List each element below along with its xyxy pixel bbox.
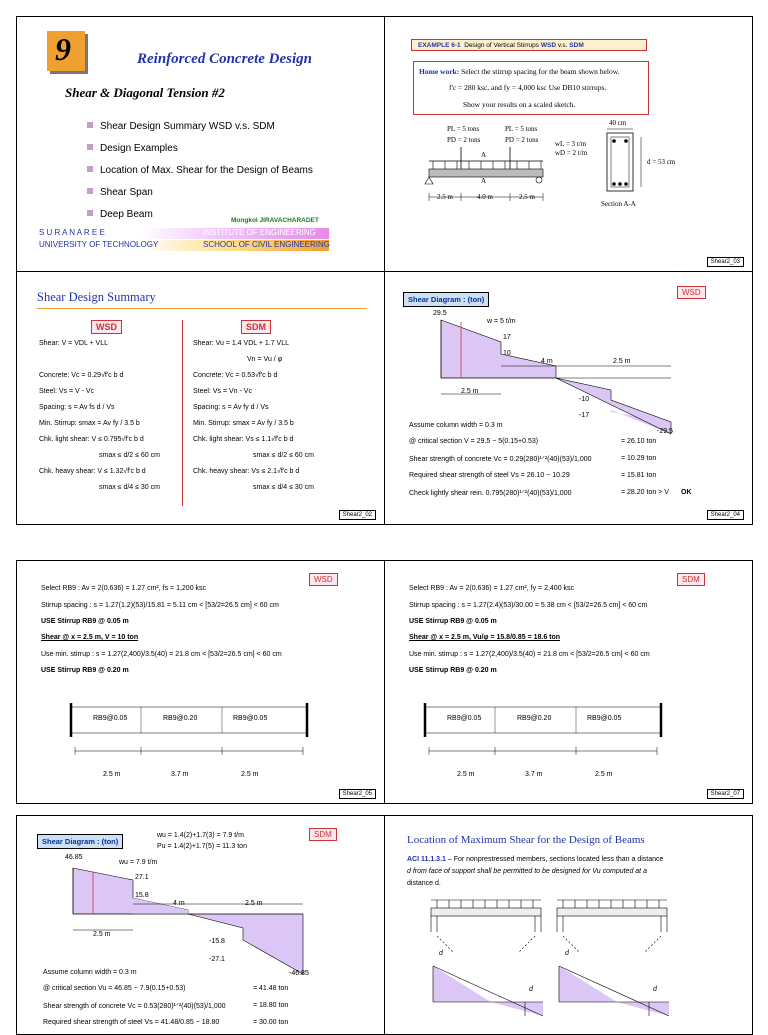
value-6: -29.5 (657, 428, 673, 435)
sdm-spacing: Spacing: s = Av fy d / Vs (193, 404, 269, 411)
calc-line-4: Required shear strength of steel Vs = 41.48/0.85 − 18.80 (43, 1019, 220, 1026)
homework-line-3: Show your results on a scaled sketch. (463, 100, 576, 109)
stirrup-layout (385, 561, 753, 804)
university-name: UNIVERSITY OF TECHNOLOGY (39, 240, 159, 249)
dim-2: 4.0 m (477, 193, 493, 201)
calc-line-1: Assume column width = 0.3 m (43, 969, 137, 976)
example-label: EXAMPLE 6-1 (418, 42, 461, 49)
slide-max-shear-location (384, 815, 753, 1035)
value-1: 29.5 (433, 310, 447, 317)
method-tag: SDM (677, 573, 705, 586)
example-sdm: SDM (569, 42, 584, 49)
homework-line-1: Home work: Select the stirrup spacing for the beam shown below. (419, 67, 620, 76)
beam-zone-1: RB9@0.05 (447, 715, 482, 722)
slide-shear-diagram-sdm (16, 815, 385, 1035)
dim-25m-left: 2.5 m (461, 388, 479, 395)
method-tag: WSD (677, 286, 706, 299)
dim-2: 3.7 m (525, 771, 543, 778)
wsd-light-shear: Chk. light shear: V ≤ 0.795√f'c b d (39, 436, 144, 443)
wsd-spacing: Spacing: s = Av fs d / Vs (39, 404, 115, 411)
example-vs: v.s. (557, 42, 568, 49)
wsd-steel: Steel: Vs = V - Vc (39, 388, 95, 395)
calc-line-4: Required shear strength of steel Vs = 26.10 − 10.29 (409, 472, 570, 479)
wu-load: wu = 7.9 t/m (119, 859, 158, 866)
wsd-shear: Shear: V = VDL + VLL (39, 340, 109, 347)
line-1: Select RB9 : Av = 2(0.636) = 1.27 cm², fs = 1,200 ksc (41, 585, 207, 592)
slide-ref: Shear2_02 (339, 510, 376, 520)
school-name: SCHOOL OF CIVIL ENGINEERING (203, 240, 330, 249)
value-5: -27.1 (209, 956, 225, 963)
aci-paragraph-line-2: d from face of support shall be permitted to be designed for Vu computed at a (407, 868, 647, 875)
sdm-min-stirrup: Min. Stirrup: smax = Av fy / 3.5 b (193, 420, 294, 427)
dim-1: 2.5 m (457, 771, 475, 778)
ok-label: OK (681, 489, 692, 496)
wsd-heavy-shear: Chk. heavy shear: V ≤ 1.32√f'c b d (39, 468, 146, 475)
value-2: 17 (503, 334, 511, 341)
sdm-heavy-smax: smax ≤ d/4 ≤ 30 cm (253, 484, 314, 491)
wsd-heavy-smax: smax ≤ d/4 ≤ 30 cm (99, 484, 160, 491)
pl-label-2: PL = 5 tons (505, 125, 538, 133)
line-3: USE Stirrup RB9 @ 0.05 m (409, 618, 497, 625)
value-5: -17 (579, 412, 590, 419)
summary-title-rule (37, 308, 367, 309)
d-label-4: d (653, 986, 657, 993)
d-label-1: d (439, 950, 443, 957)
wl-label: wL = 3 t/m (555, 140, 587, 148)
dim-3: 2.5 m (519, 193, 535, 201)
shear-diagram-header: Shear Diagram : (ton) (37, 834, 123, 849)
slide-shear-diagram-wsd (384, 271, 753, 525)
value-3: 10 (503, 350, 511, 357)
example-wsd: WSD (540, 42, 557, 49)
bullet-5: Deep Beam (87, 209, 153, 220)
dim-25m-left: 2.5 m (93, 931, 111, 938)
value-1: 46.85 (65, 854, 83, 861)
beam-zone-2: RB9@0.20 (163, 715, 198, 722)
calc-result-5: = 28.20 ton > V (621, 489, 669, 496)
author: Mongkol JIRAVACHARADET (231, 217, 319, 224)
dim-25m-right: 2.5 m (613, 358, 631, 365)
dim-3: 2.5 m (241, 771, 259, 778)
slide-subtitle: Shear & Diagonal Tension #2 (65, 85, 225, 100)
method-tag: WSD (309, 573, 338, 586)
bullet-2: Design Examples (87, 143, 178, 154)
beam-zone-3: RB9@0.05 (587, 715, 622, 722)
calc-result-2: = 41.48 ton (253, 985, 289, 992)
support-diagrams (385, 816, 753, 1035)
summary-title: Shear Design Summary (37, 290, 156, 304)
beam-depth: d = 53 cm (647, 158, 676, 166)
line-5: Use min. stirrup : s = 1.27(2,400)/3.5(40) = 21.8 cm < [53/2=26.5 cm] < 60 cm (41, 651, 282, 658)
value-4: -10 (579, 396, 590, 403)
wsd-concrete: Concrete: Vc = 0.29√f'c b d (39, 372, 124, 379)
sdm-heavy-shear: Chk. heavy shear: Vs ≤ 2.1√f'c b d (193, 468, 300, 475)
slide-title-text: Location of Maximum Shear for the Design of Beams (407, 834, 645, 846)
pd-label-2: PD = 2 tons (505, 136, 539, 144)
example-text: Design of Vertical Stirrups (464, 42, 540, 49)
value-4: -15.8 (209, 938, 225, 945)
line-5: Use min. stirrup : s = 1.27(2,400)/3.5(40) = 21.8 cm < [53/2=26.5 cm] < 60 cm (409, 651, 650, 658)
bullet-3: Location of Max. Shear for the Design of Beams (87, 165, 313, 176)
dim-2: 3.7 m (171, 771, 189, 778)
chapter-number: 9 (55, 31, 71, 67)
sdm-concrete: Concrete: Vc = 0.53√f'c b d (193, 372, 278, 379)
line-3: USE Stirrup RB9 @ 0.05 m (41, 618, 129, 625)
pd-label-1: PD = 2 tons (447, 136, 481, 144)
slide-ref: Shear2_07 (707, 789, 744, 799)
calc-line-2: @ critical section V = 29.5 − 5(0.15+0.53) (409, 438, 539, 445)
slide-summary (16, 271, 385, 525)
dim-1: 2.5 m (437, 193, 453, 201)
beam-zone-1: RB9@0.05 (93, 715, 128, 722)
sdm-light-shear: Chk. light shear: Vs ≤ 1.1√f'c b d (193, 436, 294, 443)
calc-line-2: @ critical section Vu = 46.85 − 7.9(0.15+0.53) (43, 985, 186, 992)
section-marker-top: A (481, 151, 487, 159)
calc-line-3: Shear strength of concrete Vc = 0.29(280)¹ᐟ²(40)(53)/1,000 (409, 456, 592, 463)
slide-title (16, 16, 385, 272)
aci-paragraph-line-1: ACI 11.1.3.1 – For nonprestressed members, sections located less than a distance (407, 856, 664, 863)
dim-4m: 4 m (541, 358, 553, 365)
slide-ref: Shear2_04 (707, 510, 744, 520)
value-3: 15.8 (135, 892, 149, 899)
slide-title-text: Reinforced Concrete Design (137, 51, 312, 67)
calc-line-5: Check lightly shear rein. 0.795(280)¹ᐟ²(40)(53)/1,000 (409, 490, 572, 497)
line-6: USE Stirrup RB9 @ 0.20 m (41, 667, 129, 674)
sdm-tag: SDM (241, 320, 271, 334)
section-marker-bottom: A (481, 177, 487, 185)
beam-zone-3: RB9@0.05 (233, 715, 268, 722)
aci-paragraph-line-3: distance d. (407, 880, 441, 887)
slide-ref: Shear2_03 (707, 257, 744, 267)
section-label: Section A-A (601, 200, 636, 208)
dim-1: 2.5 m (103, 771, 121, 778)
sdm-light-smax: smax ≤ d/2 ≤ 60 cm (253, 452, 314, 459)
line-2: Stirrup spacing : s = 1.27(2.4)(53)/30.00 = 5.38 cm < [53/2=26.5 cm] < 60 cm (409, 602, 648, 609)
d-label-3: d (565, 950, 569, 957)
slide-example (384, 16, 753, 272)
wsd-tag: WSD (91, 320, 122, 334)
slide-ref: Shear2_05 (339, 789, 376, 799)
line-2: Stirrup spacing : s = 1.27(1.2)(53)/15.81 = 5.11 cm < [53/2=26.5 cm] < 60 cm (41, 602, 279, 609)
calc-result-4: = 30.00 ton (253, 1019, 289, 1026)
pl-label-1: PL = 5 tons (447, 125, 480, 133)
calc-result-3: = 18.80 ton (253, 1002, 289, 1009)
org-name-left: S U R A N A R E E (39, 228, 105, 237)
value-6: -46.85 (289, 970, 309, 977)
calc-result-4: = 15.81 ton (621, 472, 657, 479)
wu-equation: wu = 1.4(2)+1.7(3) = 7.9 t/m (157, 832, 244, 839)
calc-result-3: = 10.29 ton (621, 455, 657, 462)
sdm-shear: Shear: Vu = 1.4 VDL + 1.7 VLL (193, 340, 289, 347)
slide-stirrup-wsd (16, 560, 385, 804)
calc-line-1: Assume column width = 0.3 m (409, 422, 503, 429)
calc-line-3: Shear strength of concrete Vc = 0.53(280)¹ᐟ²(40)(53)/1,000 (43, 1003, 226, 1010)
d-label-2: d (529, 986, 533, 993)
line-4: Shear @ x = 2.5 m, V = 10 ton (41, 634, 139, 641)
org-name-right: INSTITUTE OF ENGINEERING (203, 228, 316, 237)
dim-4m: 4 m (173, 900, 185, 907)
line-4: Shear @ x = 2.5 m, Vu/φ = 15.8/0.85 = 18.6 ton (409, 634, 561, 641)
shear-diagram-header: Shear Diagram : (ton) (403, 292, 489, 307)
value-2: 27.1 (135, 874, 149, 881)
bullet-4: Shear Span (87, 187, 153, 198)
sdm-vn: Vn = Vu / φ (247, 356, 283, 363)
beam-width: 40 cm (609, 119, 627, 127)
column-divider (182, 320, 183, 506)
method-tag: SDM (309, 828, 337, 841)
calc-result-2: = 26.10 ton (621, 438, 657, 445)
stirrup-layout (17, 561, 385, 804)
dim-25m-right: 2.5 m (245, 900, 263, 907)
line-6: USE Stirrup RB9 @ 0.20 m (409, 667, 497, 674)
dim-3: 2.5 m (595, 771, 613, 778)
pu-equation: Pu = 1.4(2)+1.7(5) = 11.3 ton (157, 843, 247, 850)
w-load: w = 5 t/m (487, 318, 516, 325)
wd-label: wD = 2 t/m (555, 149, 588, 157)
bullet-1: Shear Design Summary WSD v.s. SDM (87, 121, 275, 132)
chapter-number-box (47, 31, 85, 71)
slide-stirrup-sdm (384, 560, 753, 804)
line-1: Select RB9 : Av = 2(0.636) = 1.27 cm², fy = 2,400 ksc (409, 585, 575, 592)
wsd-light-smax: smax ≤ d/2 ≤ 60 cm (99, 452, 160, 459)
wsd-min-stirrup: Min. Stirrup: smax = Av fy / 3.5 b (39, 420, 140, 427)
homework-line-2: f'c = 280 ksc, and fy = 4,000 ksc Use DB10 stirrups. (449, 83, 607, 92)
beam-zone-2: RB9@0.20 (517, 715, 552, 722)
sdm-steel: Steel: Vs = Vn - Vc (193, 388, 252, 395)
